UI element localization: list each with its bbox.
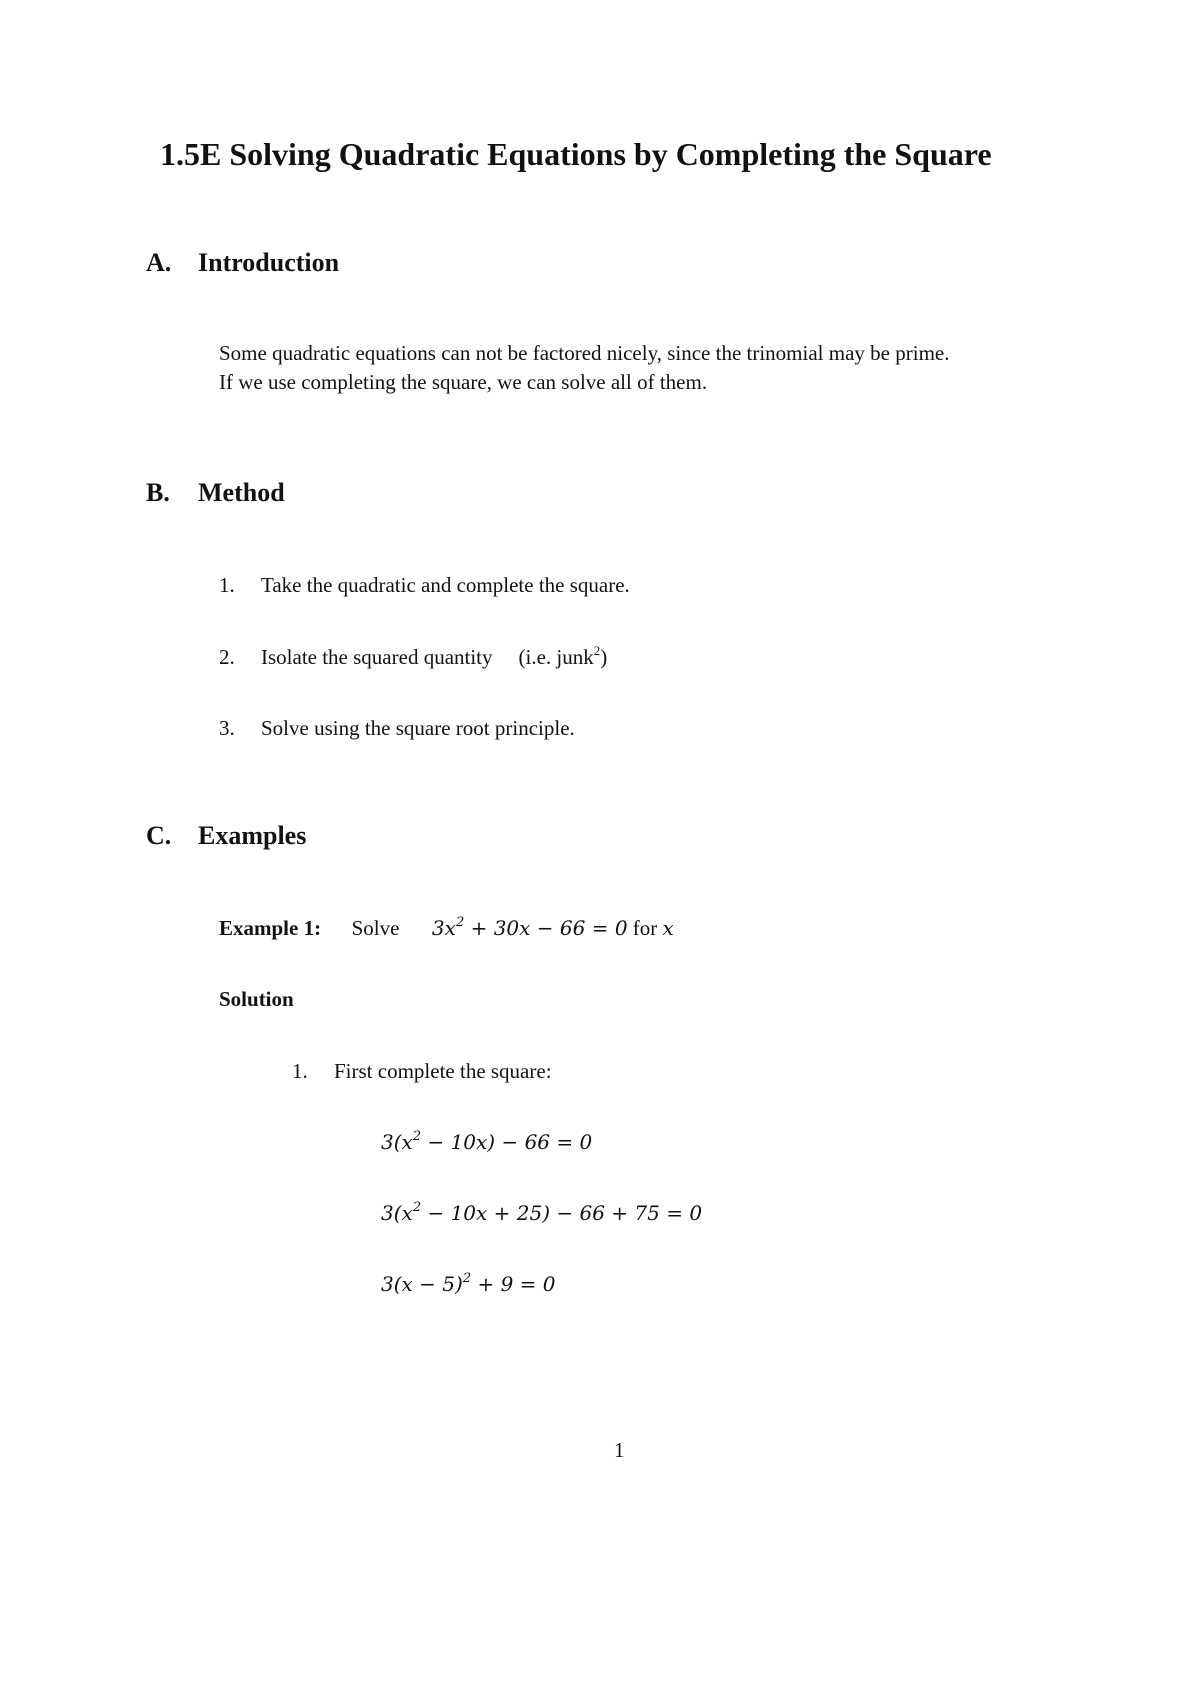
step-number: 1. xyxy=(292,1059,308,1083)
page-number: 1 xyxy=(614,1438,625,1462)
step-number: 2. xyxy=(219,645,235,669)
section-letter: A. xyxy=(146,248,172,277)
equation-line-3: $3(x - 5)^2 + 9 = 0$ xyxy=(381,1271,556,1296)
section-title: Introduction xyxy=(198,248,340,277)
section-heading-introduction xyxy=(146,248,339,278)
solution-label: Solution xyxy=(219,987,294,1011)
intro-paragraph xyxy=(219,339,949,397)
step-number: 1. xyxy=(219,573,235,597)
example-1-statement xyxy=(219,914,674,943)
solution-step-1 xyxy=(292,1057,552,1086)
intro-line: Some quadratic equations can not be factored nicely, since the trinomial may be prime. xyxy=(219,341,950,365)
section-letter: B. xyxy=(146,478,170,507)
step-number: 3. xyxy=(219,716,235,740)
step-text: Isolate the squared quantity xyxy=(261,645,493,669)
step-text: Solve using the square root principle. xyxy=(261,716,575,740)
solve-word: Solve xyxy=(351,916,400,940)
step-note: (i.e. junk$^2$) xyxy=(518,643,608,669)
variable: x xyxy=(662,916,674,940)
section-letter: C. xyxy=(146,821,172,850)
method-step-3 xyxy=(219,714,575,743)
step-text: First complete the square: xyxy=(334,1059,552,1083)
section-title: Examples xyxy=(198,821,307,850)
section-heading-examples xyxy=(146,821,306,851)
equation-line-1: $3(x^2 - 10x) - 66 = 0$ xyxy=(381,1129,593,1154)
step-text: Take the quadratic and complete the square. xyxy=(261,573,630,597)
equation-line-2: $3(x^2 - 10x + 25) - 66 + 75 = 0$ xyxy=(381,1200,703,1225)
method-step-1 xyxy=(219,571,630,600)
section-heading-method xyxy=(146,478,285,508)
for-word: for xyxy=(627,916,663,940)
section-title: Method xyxy=(198,478,285,507)
method-step-2 xyxy=(219,643,607,672)
page-title: 1.5E Solving Quadratic Equations by Completing the Square xyxy=(160,136,992,172)
example-label: Example 1: xyxy=(219,916,322,940)
intro-line: If we use completing the square, we can solve all of them. xyxy=(219,370,708,394)
example-equation: $3x^2 + 30x - 66 = 0$ xyxy=(431,915,628,940)
